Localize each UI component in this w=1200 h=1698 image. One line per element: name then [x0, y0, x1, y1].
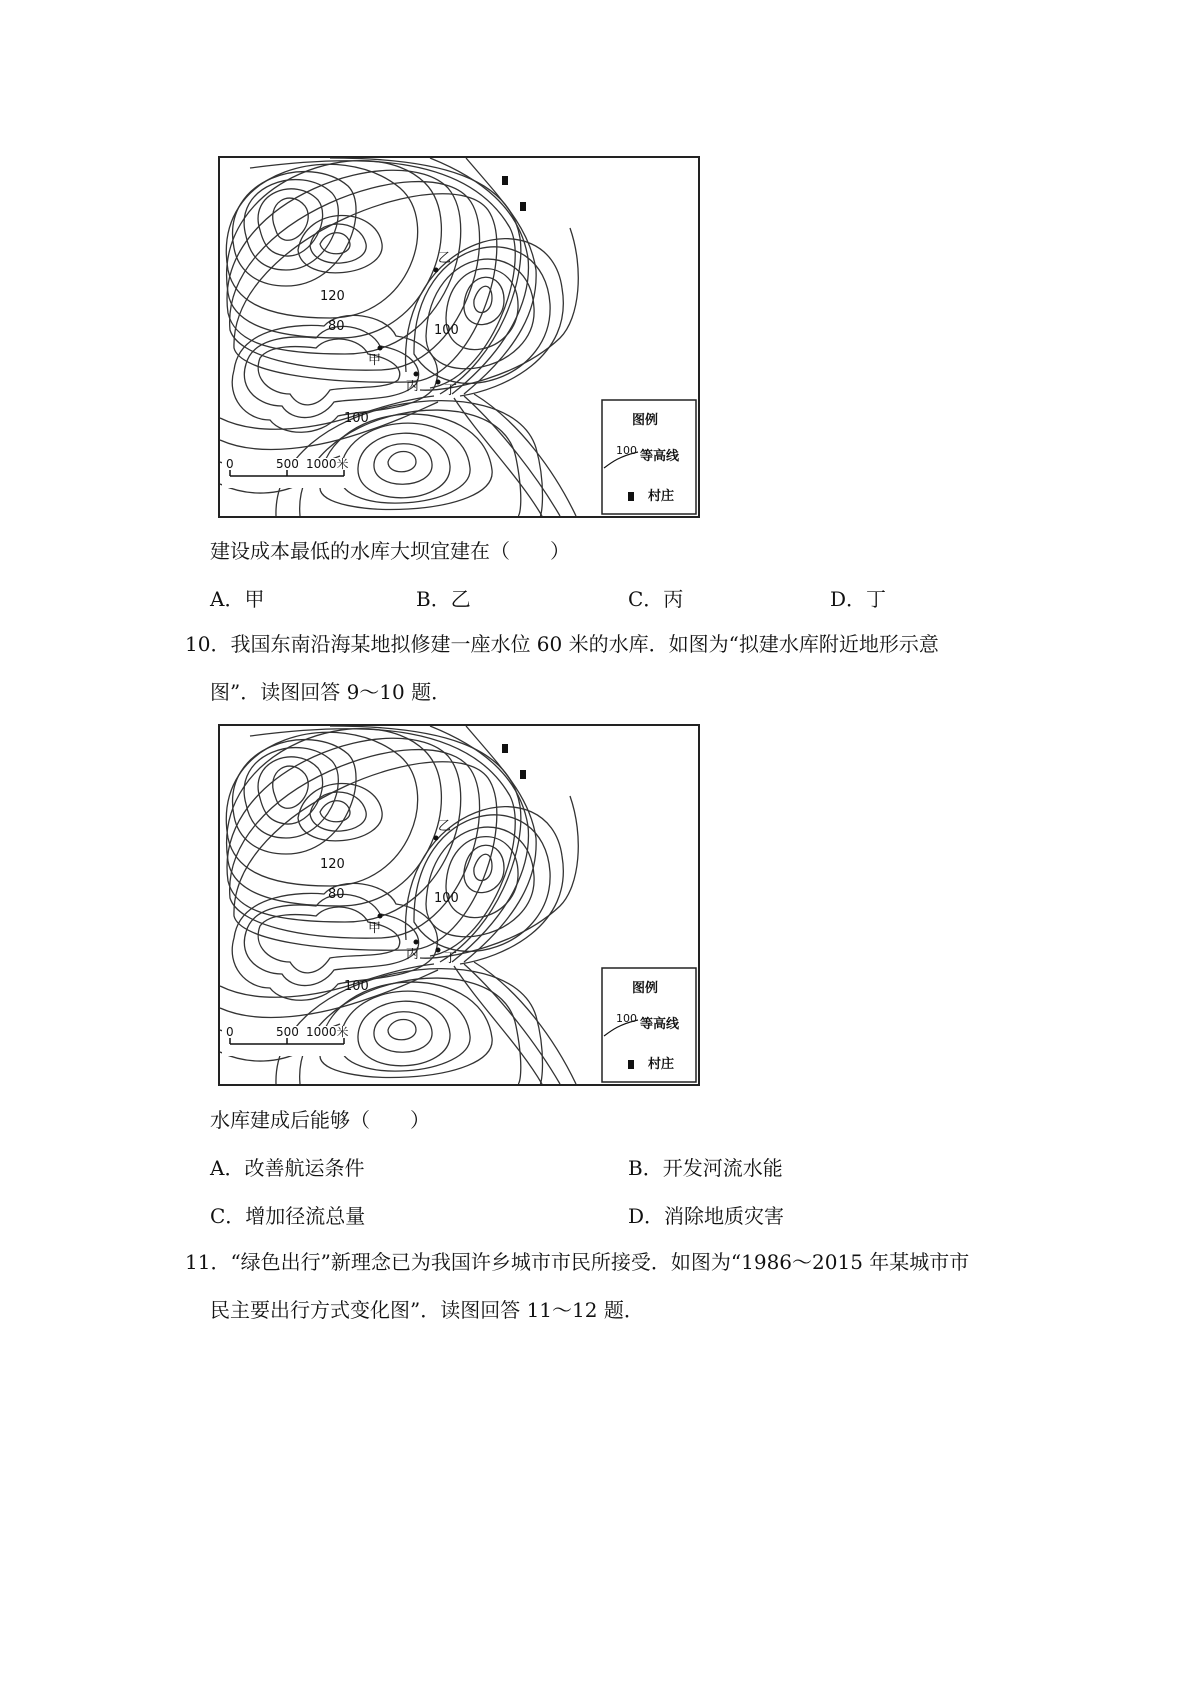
scale-500: 500 [276, 457, 299, 471]
legend-village-label: 村庄 [648, 1057, 675, 1072]
contour-label-100-right: 100 [434, 323, 459, 338]
legend-contour-value: 100 [616, 1012, 637, 1025]
legend [602, 968, 696, 1082]
label-yi: 乙 [438, 819, 452, 834]
q11-intro-line1: 11．“绿色出行”新理念已为我国许乡城市市民所接受．如图为“1986～2015 年某城市市 [185, 1250, 970, 1274]
label-bing: 丙 [406, 379, 420, 394]
q9-stem: 建设成本最低的水库大坝宜建在（ ） [210, 539, 570, 563]
point-yi [434, 836, 439, 841]
scale-0: 0 [226, 457, 234, 471]
point-jia [378, 346, 383, 351]
q11-intro-line2: 民主要出行方式变化图”．读图回答 11～12 题． [210, 1298, 644, 1322]
legend-title: 图例 [632, 413, 659, 428]
q10-option-a[interactable]: A．改善航运条件 [210, 1156, 365, 1180]
legend-village-icon [628, 492, 634, 501]
q10-intro-line2: 图”．读图回答 9～10 题． [210, 680, 452, 704]
label-bing: 丙 [406, 947, 420, 962]
contour-label-100-bottom: 100 [344, 979, 369, 994]
legend [602, 400, 696, 514]
scale-1000: 1000米 [306, 457, 349, 471]
contour-label-100-right: 100 [434, 891, 459, 906]
q10-stem: 水库建成后能够（ ） [210, 1108, 430, 1132]
point-ding [436, 948, 441, 953]
legend-contour-label: 等高线 [640, 1017, 680, 1032]
village-marker [502, 176, 508, 185]
point-jia [378, 914, 383, 919]
point-yi [434, 268, 439, 273]
topographic-map-2 [218, 724, 700, 1086]
label-ding: 丁 [444, 951, 458, 966]
q10-option-c[interactable]: C．增加径流总量 [210, 1204, 366, 1228]
contour-label-80: 80 [328, 887, 345, 902]
scale-bar [222, 1024, 356, 1056]
scale-1000: 1000米 [306, 1025, 349, 1039]
q9-option-b[interactable]: B．乙 [416, 587, 471, 611]
point-bing [414, 372, 419, 377]
contour-label-120: 120 [320, 289, 345, 304]
q9-option-d[interactable]: D．丁 [830, 587, 887, 611]
contour-map-svg [220, 158, 698, 516]
village-marker [520, 202, 526, 211]
legend-village-label: 村庄 [648, 489, 675, 504]
village-marker [502, 744, 508, 753]
q9-option-c[interactable]: C．丙 [628, 587, 684, 611]
q10-option-b[interactable]: B．开发河流水能 [628, 1156, 783, 1180]
legend-village-icon [628, 1060, 634, 1069]
scale-0: 0 [226, 1025, 234, 1039]
legend-title: 图例 [632, 981, 659, 996]
q10-option-d[interactable]: D．消除地质灾害 [628, 1204, 785, 1228]
label-yi: 乙 [438, 251, 452, 266]
q10-intro-line1: 10．我国东南沿海某地拟修建一座水位 60 米的水库．如图为“拟建水库附近地形示意 [185, 632, 939, 656]
scale-500: 500 [276, 1025, 299, 1039]
topographic-map-1 [218, 156, 700, 518]
legend-contour-label: 等高线 [640, 449, 680, 464]
label-jia: 甲 [368, 353, 382, 368]
contour-label-120: 120 [320, 857, 345, 872]
contour-label-80: 80 [328, 319, 345, 334]
label-jia: 甲 [368, 921, 382, 936]
contour-map-svg [220, 726, 698, 1084]
legend-contour-value: 100 [616, 444, 637, 457]
scale-bar [222, 456, 356, 488]
contour-label-100-bottom: 100 [344, 411, 369, 426]
village-marker [520, 770, 526, 779]
q9-option-a[interactable]: A．甲 [210, 587, 265, 611]
label-ding: 丁 [444, 383, 458, 398]
point-bing [414, 940, 419, 945]
point-ding [436, 380, 441, 385]
